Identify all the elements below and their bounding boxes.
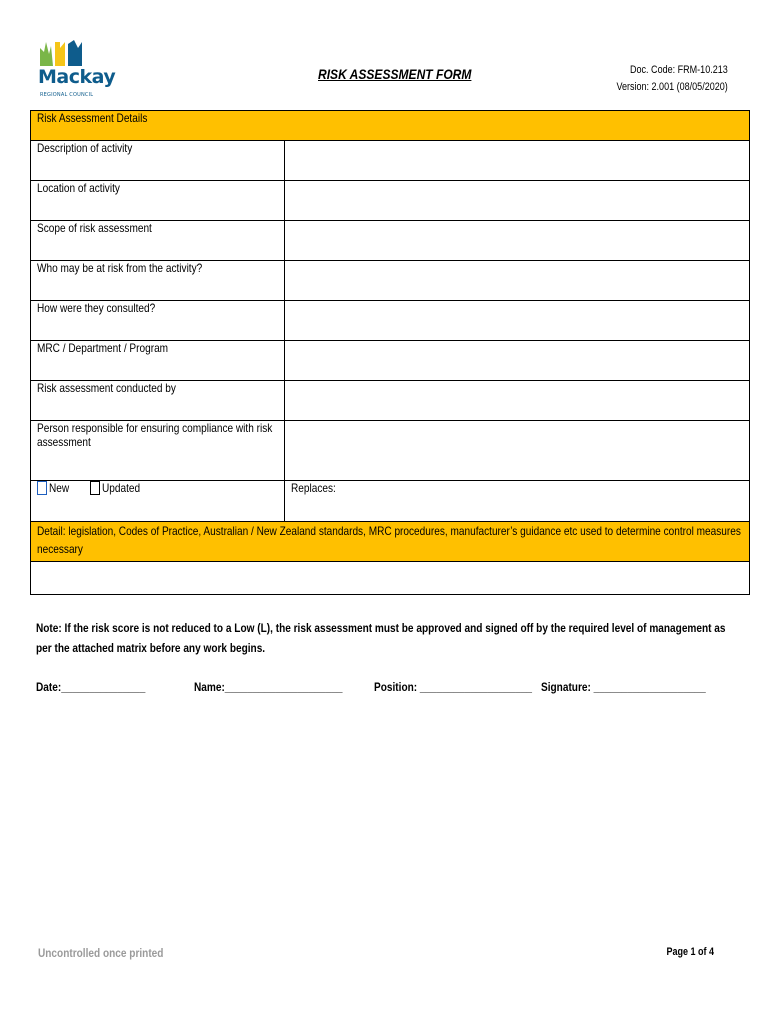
department-field[interactable] (285, 341, 750, 381)
row-label: How were they consulted? (31, 301, 285, 341)
updated-option[interactable] (90, 481, 147, 495)
table-row (31, 341, 750, 381)
approval-note: Note: If the risk score is not reduced to a Low (L), the risk assessment must be approved and signed off by the required level of management as per the attached matrix before any work begins. (36, 621, 726, 655)
form-title: RISK ASSESSMENT FORM (318, 66, 472, 82)
table-row (31, 221, 750, 261)
description-field[interactable] (285, 141, 750, 181)
logo-wordmark: Mackay (38, 66, 116, 88)
at-risk-field[interactable] (285, 261, 750, 301)
logo-subtitle: REGIONAL COUNCIL (40, 92, 94, 98)
location-field[interactable] (285, 181, 750, 221)
name-field[interactable]: Name:_____________________ (194, 680, 343, 694)
document-meta (617, 62, 728, 96)
updated-label: Updated (102, 481, 141, 495)
row-label: Scope of risk assessment (31, 221, 285, 261)
table-row (31, 421, 750, 481)
table-row (31, 261, 750, 301)
logo-mark-icon (38, 38, 96, 68)
conducted-by-field[interactable] (285, 381, 750, 421)
detail-header-row (31, 522, 750, 562)
consulted-field[interactable] (285, 301, 750, 341)
table-row (31, 381, 750, 421)
row-label: Description of activity (31, 141, 285, 181)
section-title: Risk Assessment Details (31, 111, 750, 141)
new-label: New (49, 481, 70, 495)
status-options (31, 481, 285, 522)
uncontrolled-notice: Uncontrolled once printed (38, 946, 164, 960)
detail-field[interactable] (31, 562, 750, 595)
risk-assessment-table (30, 110, 750, 595)
new-option[interactable] (37, 481, 73, 495)
section-header-row (31, 111, 750, 141)
replaces-label: Replaces: (291, 481, 336, 495)
row-label: MRC / Department / Program (31, 341, 285, 381)
new-checkbox[interactable] (37, 481, 47, 495)
table-row (31, 141, 750, 181)
mackay-council-logo (38, 38, 116, 104)
table-row (31, 562, 750, 595)
row-label: Person responsible for ensuring compliance with risk assessment (31, 421, 285, 481)
page-number: Page 1 of 4 (666, 946, 714, 958)
date-field[interactable]: Date:_______________ (36, 680, 146, 694)
row-label: Who may be at risk from the activity? (31, 261, 285, 301)
detail-text: Detail: legislation, Codes of Practice, Australian / New Zealand standards, MRC procedures, manufacturer’s guidance etc used to determine control measures necessary (31, 522, 750, 562)
replaces-field[interactable] (285, 481, 750, 522)
status-row (31, 481, 750, 522)
doc-code: Doc. Code: FRM-10.213 (630, 64, 728, 76)
table-row (31, 301, 750, 341)
responsible-person-field[interactable] (285, 421, 750, 481)
position-field[interactable]: Position: ____________________ (374, 680, 533, 694)
updated-checkbox[interactable] (90, 481, 100, 495)
doc-version: Version: 2.001 (08/05/2020) (616, 81, 728, 93)
signature-field[interactable]: Signature: ____________________ (541, 680, 706, 694)
scope-field[interactable] (285, 221, 750, 261)
row-label: Location of activity (31, 181, 285, 221)
row-label: Risk assessment conducted by (31, 381, 285, 421)
table-row (31, 181, 750, 221)
